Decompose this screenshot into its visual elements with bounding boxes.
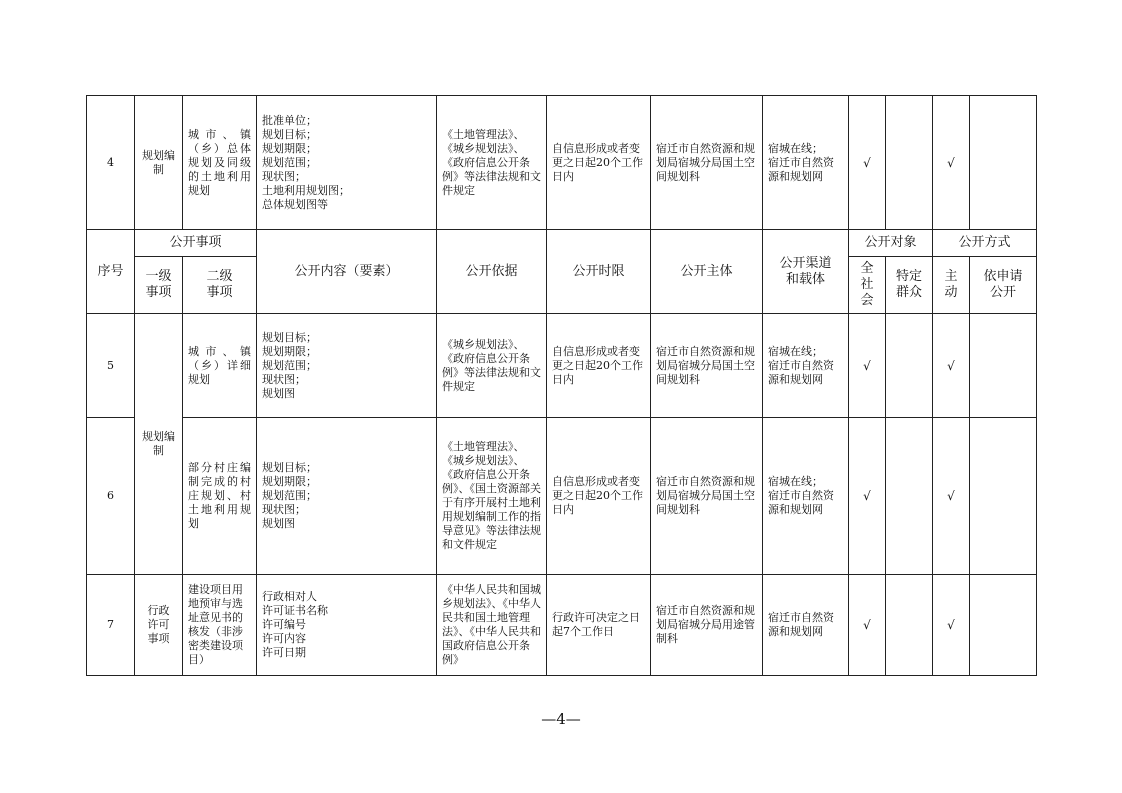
channel-cell: 宿城在线； 宿迁市自然资源和规划网 <box>763 314 849 418</box>
subject-cell: 宿迁市自然资源和规划局宿城分局国土空间规划科 <box>651 314 763 418</box>
time-limit-header: 公开时限 <box>547 230 651 314</box>
whole-society-cell: √ <box>849 575 886 676</box>
basis-cell: 《中华人民共和国城乡规划法》、《中华人民共和国土地管理法》、《中华人民共和国政府信息公开条例》 <box>437 575 547 676</box>
table-row <box>87 314 1037 418</box>
basis-header: 公开依据 <box>437 230 547 314</box>
disclosure-item-header: 公开事项 <box>135 230 257 257</box>
on-request-header: 依申请公开 <box>970 257 1037 314</box>
specific-groups-cell <box>886 418 933 575</box>
on-request-cell <box>970 314 1037 418</box>
content-header: 公开内容（要素） <box>257 230 437 314</box>
specific-groups-cell <box>886 96 933 230</box>
on-request-cell <box>970 96 1037 230</box>
whole-society-header: 全社会 <box>849 257 886 314</box>
content-cell: 行政相对人 许可证书名称 许可编号 许可内容 许可日期 <box>257 575 437 676</box>
whole-society-cell: √ <box>849 96 886 230</box>
whole-society-cell: √ <box>849 314 886 418</box>
level1-cell: 规划编制 <box>135 314 183 575</box>
table-header-row <box>87 230 1037 257</box>
content-cell: 批准单位； 规划目标； 规划期限； 规划范围； 现状图； 土地利用规划图； 总体规划图等 <box>257 96 437 230</box>
basis-cell: 《土地管理法》、 《城乡规划法》、 《政府信息公开条例》、《国土资源部关于有序开展村土地利用规划编制工作的指导意见》等法律法规和文件规定 <box>437 418 547 575</box>
table-row <box>87 575 1037 676</box>
page-number: —4— <box>541 710 581 728</box>
seq-cell: 4 <box>87 96 135 230</box>
whole-society-cell: √ <box>849 418 886 575</box>
subject-cell: 宿迁市自然资源和规划局宿城分局国土空间规划科 <box>651 96 763 230</box>
method-header: 公开方式 <box>933 230 1037 257</box>
level1-header: 一级事项 <box>135 257 183 314</box>
on-request-cell <box>970 575 1037 676</box>
channel-cell: 宿迁市自然资源和规划网 <box>763 575 849 676</box>
seq-cell: 5 <box>87 314 135 418</box>
proactive-cell: √ <box>933 575 970 676</box>
seq-cell: 6 <box>87 418 135 575</box>
time-limit-cell: 行政许可决定之日起7个工作日 <box>547 575 651 676</box>
table-row <box>87 418 1037 575</box>
proactive-cell: √ <box>933 96 970 230</box>
specific-groups-cell <box>886 575 933 676</box>
specific-groups-header: 特定群众 <box>886 257 933 314</box>
subject-cell: 宿迁市自然资源和规划局宿城分局国土空间规划科 <box>651 418 763 575</box>
audience-header: 公开对象 <box>849 230 933 257</box>
proactive-cell: √ <box>933 418 970 575</box>
level2-cell: 城市、镇（乡）总体规划及同级的土地利用规划 <box>183 96 257 230</box>
level1-cell: 行政许可事项 <box>135 575 183 676</box>
proactive-header: 主动 <box>933 257 970 314</box>
time-limit-cell: 自信息形成或者变更之日起20个工作日内 <box>547 96 651 230</box>
level2-cell: 建设项目用地预审与选址意见书的核发（非涉密类建设项目） <box>183 575 257 676</box>
specific-groups-cell <box>886 314 933 418</box>
level2-cell: 城市、镇（乡）详细规划 <box>183 314 257 418</box>
on-request-cell <box>970 418 1037 575</box>
level2-header: 二级事项 <box>183 257 257 314</box>
subject-header: 公开主体 <box>651 230 763 314</box>
seq-cell: 7 <box>87 575 135 676</box>
proactive-cell: √ <box>933 314 970 418</box>
table-row <box>87 96 1037 230</box>
subject-cell: 宿迁市自然资源和规划局宿城分局用途管制科 <box>651 575 763 676</box>
channel-header: 公开渠道和载体 <box>763 230 849 314</box>
time-limit-cell: 自信息形成或者变更之日起20个工作日内 <box>547 314 651 418</box>
level1-cell: 规划编制 <box>135 96 183 230</box>
content-cell: 规划目标； 规划期限； 规划范围； 现状图； 规划图 <box>257 418 437 575</box>
time-limit-cell: 自信息形成或者变更之日起20个工作日内 <box>547 418 651 575</box>
channel-cell: 宿城在线； 宿迁市自然资源和规划网 <box>763 418 849 575</box>
seq-header: 序号 <box>87 230 135 314</box>
basis-cell: 《城乡规划法》、 《政府信息公开条例》等法律法规和文件规定 <box>437 314 547 418</box>
channel-cell: 宿城在线； 宿迁市自然资源和规划网 <box>763 96 849 230</box>
basis-cell: 《土地管理法》、 《城乡规划法》、 《政府信息公开条例》等法律法规和文件规定 <box>437 96 547 230</box>
content-cell: 规划目标； 规划期限； 规划范围； 现状图； 规划图 <box>257 314 437 418</box>
disclosure-table <box>86 95 1037 676</box>
level2-cell: 部分村庄编制完成的村庄规划、村土地利用规划 <box>183 418 257 575</box>
